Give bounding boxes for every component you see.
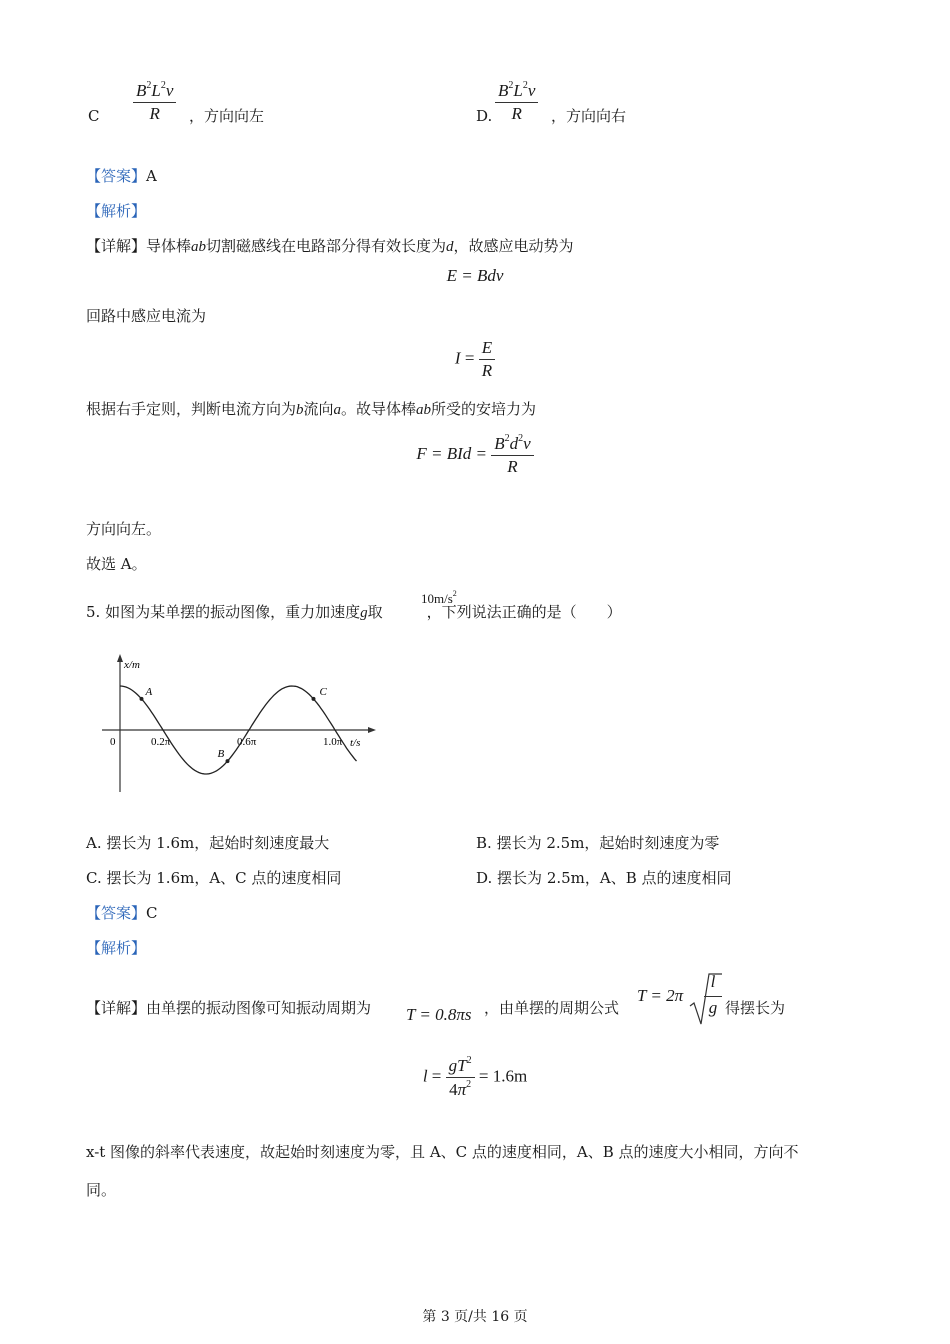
- answer-label: 【答案】: [86, 904, 147, 922]
- sqrt-den: g: [708, 998, 718, 1017]
- option-d-label: D.: [476, 107, 493, 125]
- length-result: = 1.6m: [478, 1066, 528, 1086]
- g-value-text: 10m/s: [421, 591, 453, 606]
- q4-answer: [86, 166, 157, 186]
- eq-force: F = BId = $\frac{B^2d^2v}{R}$: [0, 433, 950, 477]
- x-axis-label: t/s: [350, 737, 361, 749]
- x-tick-label: 0.2π: [151, 736, 171, 748]
- period-eq: T = 0.8πs: [406, 1005, 472, 1024]
- eq-length: l = $\frac{gT^2}{4\pi^2}$ = 1.6m: [422, 1055, 528, 1099]
- eq-emf: E = Bdv: [446, 266, 504, 285]
- option-c-label: C: [88, 107, 100, 125]
- q5-option-a: [86, 833, 329, 853]
- detail-label: 【详解】: [86, 237, 147, 255]
- y-axis-arrow: [117, 654, 123, 662]
- q5-option-d: [476, 868, 732, 888]
- force-left: F = BId =: [416, 443, 487, 463]
- var-g: g: [360, 605, 368, 621]
- stem-text: ，下列说法正确的是（ ）: [426, 603, 622, 621]
- conclusion-line-2: 同。: [86, 1181, 117, 1199]
- point-a: [140, 697, 144, 701]
- point-b: [226, 759, 230, 763]
- var-b: b: [296, 402, 304, 418]
- var-a: a: [333, 402, 342, 418]
- rule-text: 所受的安培力为: [431, 400, 537, 418]
- q5-detail-3: 得摆长为: [725, 999, 786, 1017]
- option-c-formula: $\frac{B^2L^2v}{R}$: [133, 80, 176, 124]
- sqrt-num: l: [710, 972, 716, 991]
- answer-value: A: [146, 167, 157, 185]
- q5-answer: [86, 903, 158, 923]
- conclusion-line-1: x-t 图像的斜率代表速度，故起始时刻速度为零，且 A、C 点的速度相同，A、B 点的速度大小相同，方向不: [86, 1143, 799, 1161]
- rule-text: 流向: [303, 400, 334, 418]
- q4-analysis-label: 【解析】: [86, 202, 147, 220]
- g-value-exp: 2: [452, 589, 457, 598]
- stem-text: 取: [367, 603, 383, 621]
- var-ab: ab: [191, 239, 207, 255]
- option-c-suffix: ，方向向左: [189, 107, 265, 125]
- q5-detail-2: ，由单摆的周期公式: [484, 999, 620, 1017]
- period-formula-left: T = 2π: [637, 986, 684, 1005]
- option-label: D.: [476, 869, 493, 887]
- detail-text: ，故感应电动势为: [453, 237, 574, 255]
- q4-detail: [86, 236, 574, 257]
- choose-text: 故选 A。: [86, 555, 147, 573]
- option-text: 摆长为 1.6m，A、C 点的速度相同: [106, 869, 342, 887]
- detail-text: 由单摆的振动图像可知振动周期为: [146, 999, 372, 1017]
- q5-analysis-label: 【解析】: [86, 939, 147, 957]
- y-axis-label: x/m: [124, 659, 140, 671]
- vibration-chart: [92, 648, 392, 798]
- option-label: C.: [86, 869, 102, 887]
- rule-text: 。故导体棒: [341, 400, 417, 418]
- point-label-a: A: [145, 685, 153, 698]
- option-label: B.: [476, 834, 492, 852]
- option-label: A.: [86, 834, 102, 852]
- q5-option-b: [476, 833, 719, 853]
- q5-detail: [86, 998, 371, 1018]
- q4-rule: [86, 399, 536, 420]
- answer-value: C: [146, 904, 158, 922]
- x-tick-label: 0: [110, 736, 116, 748]
- rule-text: 根据右手定则，判断电流方向为: [86, 400, 297, 418]
- sqrt-fraction-bar: [704, 996, 722, 997]
- g-value: [421, 589, 457, 607]
- detail-text: 切割磁感线在电路部分得有效长度为: [206, 237, 447, 255]
- option-text: 摆长为 1.6m，起始时刻速度最大: [106, 834, 330, 852]
- detail-text: 导体棒: [146, 237, 192, 255]
- point-label-c: C: [319, 685, 327, 698]
- q5-option-c: [86, 868, 341, 888]
- x-axis-arrow: [368, 727, 376, 733]
- page-footer: 第 3 页/共 16 页: [422, 1309, 528, 1325]
- x-tick-label: 1.0π: [323, 736, 343, 748]
- option-d-formula: $\frac{B^2L^2v}{R}$: [495, 80, 538, 124]
- direction-text: 方向向左。: [86, 520, 162, 538]
- period-formula: [637, 986, 683, 1006]
- point-label-b: B: [217, 748, 225, 761]
- answer-label: 【答案】: [86, 167, 147, 185]
- point-c: [312, 697, 316, 701]
- current-intro: 回路中感应电流为: [86, 307, 207, 325]
- var-d: d: [446, 239, 454, 255]
- x-tick-label: 0.6π: [237, 736, 257, 748]
- option-text: 摆长为 2.5m，A、B 点的速度相同: [497, 869, 732, 887]
- stem-text: 5. 如图为某单摆的振动图像，重力加速度: [86, 603, 361, 621]
- eq-current: I = $\frac{E}{R}$: [0, 338, 950, 381]
- option-text: 摆长为 2.5m，起始时刻速度为零: [496, 834, 720, 852]
- option-d-suffix: ，方向向右: [551, 107, 627, 125]
- q5-stem: [86, 602, 622, 623]
- detail-label: 【详解】: [86, 999, 147, 1017]
- var-ab: ab: [416, 402, 432, 418]
